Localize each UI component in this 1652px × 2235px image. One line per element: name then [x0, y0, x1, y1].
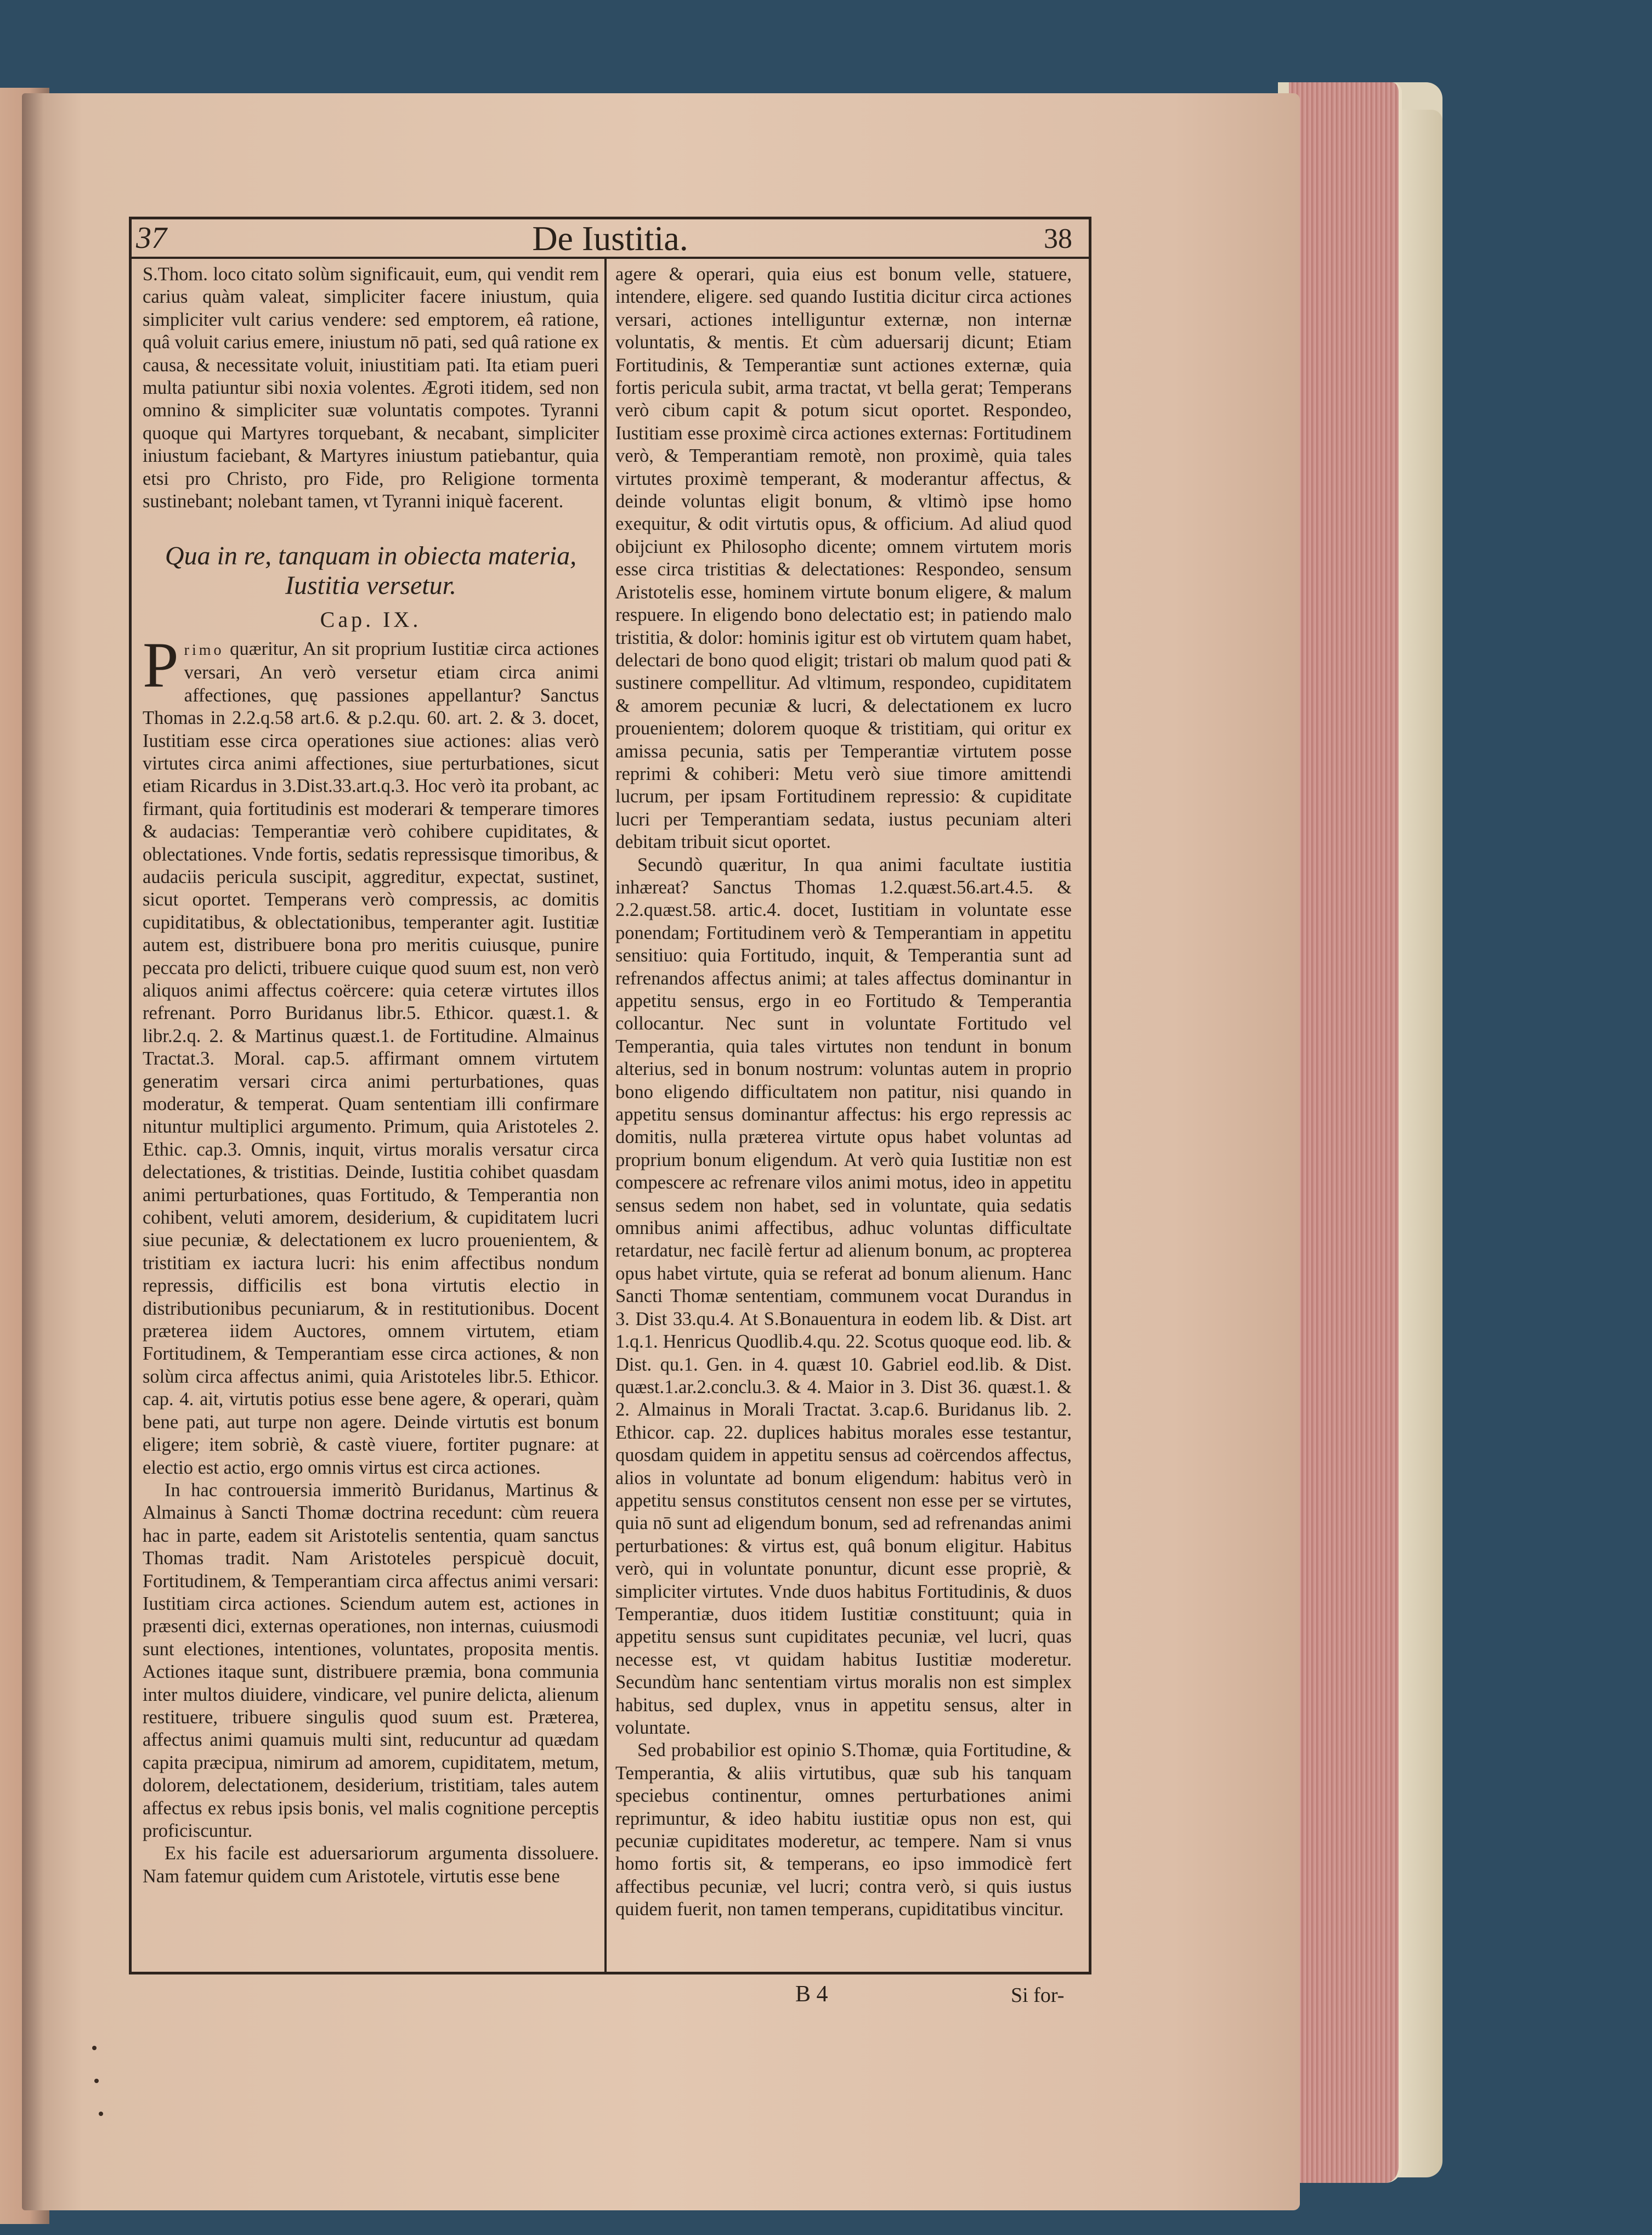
lead-word: rimo	[184, 641, 224, 659]
page-header	[132, 219, 1089, 258]
chapter-heading-line-1: Qua in re, tanquam in obiecta materia,	[165, 541, 577, 571]
signature-mark: B 4	[795, 1982, 828, 2007]
left-paragraph-2-text: quæritur, An sit proprium Iustitiæ circa actiones versari, An verò versetur etiam circa animi affectiones, quę passiones appellantur? Sanctus Thomas in 2.2.q.58 art.6. & p.2.qu. 60. art. 2. & 3. docet, Iustitiam esse circa operationes siue actiones: alias verò virtutes circa animi affectiones, siue perturbationes, sicut etiam Ricardus in 3.Dist.33.art.q.3. Hoc verò ita probant, ac firmant, quia fortitudinis est moderari & temperare timores & audacias: Temperantiæ verò cohibere cupiditates, & oblectationes. Vnde fortis, sedatis repressisque timoribus, & audaciis pericula suscipit, aggreditur, expectat, sustinet, sicut oportet. Temperans verò compressis, ac domitis cupiditatibus, & oblectationibus, temperanter agit. Iustitiæ autem est, distribuere bona pro meritis cuiusque, punire peccata pro delicti, tribuere cuique quod suum est, non verò aliquos animi affectus coërcere: quia ceteræ virtutes illos refrenant. Porro Buridanus libr.5. Ethicor. quæst.1. & libr.2.q. 2. & Martinus quæst.1. de Fortitudine. Almainus Tractat.3. Moral. cap.5. affirmant omnem virtutem generatim versari circa animi perturbationes, quas moderatur, & temperat. Quam sententiam illi confirmare nituntur multiplici argumento. Primum, quia Aristoteles 2. Ethic. cap.3. Omnis, inquit, virtus moralis versatur circa delectationes, & tristitias. Deinde, Iustitia cohibet quasdam animi perturbationes, quas Fortitudo, & Temperantia non cohibent, veluti amorem, desiderium, & cupiditatem lucri siue pecuniæ, & delectationem ex lucro prouenientem, & tristitiam ex iactura lucri: his enim affectibus nondum repressis, difficilis est bona virtutis electio in distributionibus pecuniarum, & in restitutionibus. Docent præterea iidem Auctores, omnem virtutem, etiam Fortitudinem, & Temperantiam esse circa actiones, & non solùm circa affectus animi, quia Aristoteles libr.5. Ethicor. cap. 4. ait, virtutis potius esse bene agere, & operari, quàm bene pati, aut turpe non agere. Deinde virtutis est bonum eligere; item sobriè, & castè viuere, fortiter pugnare: at electio est actio, ergo omnis virtus est circa actiones.	[143, 638, 599, 1478]
left-paragraph-1: S.Thom. loco citato solùm significauit, eum, qui vendit rem carius quàm valeat, simpliciter facere iniustum, quia simpliciter vult carius vendere: sed emptorem, eâ ratione, quâ voluit carius emere, iniustum nō pati, sed quâ ratione ex causa, & necessitate voluit, iniustitiam pati. Ita etiam pueri multa patiuntur sibi noxia volentes. Ægroti itidem, sed non omnino & simpliciter suæ voluntatis compotes. Tyranni quoque qui Martyres torquebant, & necabant, simpliciter iniustum faciebant, & Martyres iniustum patiebantur, quia etsi pro Christo, pro Fide, pro Religione tormenta sustinebant; nolebant tamen, vt Tyranni iniquè facerent.	[143, 264, 599, 512]
left-paragraph-4: Ex his facile est aduersariorum argumenta dissoluere. Nam fatemur quidem cum Aristotele, virtutis esse bene	[143, 1843, 599, 1887]
drop-capital: P	[143, 629, 179, 701]
left-column	[143, 263, 599, 1888]
header-rule	[132, 257, 1089, 259]
page-number-left: 37	[136, 221, 167, 255]
left-paragraph-2	[143, 629, 599, 1479]
red-fore-edge	[1289, 82, 1402, 2183]
chapter-heading	[143, 541, 599, 601]
right-paragraph-1: agere & operari, quia eius est bonum velle, statuere, intendere, eligere. sed quando Iustitia dicitur circa actiones versari, actiones intelliguntur externæ, non internæ voluntatis, & mentis. Et cùm aduersarij dicunt; Etiam Fortitudinis, & Temperantiæ sunt actiones externæ, quia fortis pericula subit, arma tractat, vt bella gerat; Temperans verò cibum capit & potum sicut oportet. Respondeo, Iustitiam esse proximè circa actiones externas: Fortitudinem verò, & Temperantiam remotè, non proximè, quia tales virtutes proximè temperant, & moderantur affectus, & deinde voluntas eligit bonum, & vltimò ipse homo exequitur, & odit virtutis opus, & officium. Ad aliud quod obijciunt ex Philosopho dicente; omnem virtutem moris esse circa tristitias & delectationes: Respondeo, sensum Aristotelis esse, hominem virtute bonum eligere, & malum respuere. In eligendo bono delectatio est; in patiendo malo tristitia, & dolor: hominis igitur est ob virtutem quam habet, delectari de bono quod eligit; tristari ob malum quod pati & sustinere compellitur. Ad vltimum, respondeo, cupiditatem & amorem pecuniæ & lucri, & delectationem ex lucro prouenientem; dolorem quoque & tristitiam, qui oritur ex amissa pecunia, satis per Temperantiæ virtutem posse reprimi & cohiberi: Metu verò siue timore amittendi lucrum, per ipsam Fortitudinem repressio: & cupiditate lucri per Temperantiam sedata, iustus pecuniam alteri debitam tribuit sicut oportet.	[615, 264, 1072, 853]
right-paragraph-3: Sed probabilior est opinio S.Thomæ, quia Fortitudine, & Temperantia, & aliis virtutibus, quæ sub his tanquam speciebus continentur, omnes perturbationes animi reprimuntur, & ideo habitu iustitiæ opus non est, qui pecuniæ cupiditates moderetur, ac tempere. Nam si vnus homo fortis sit, & temperans, eo ipso immodicè fert affectibus pecuniæ, vel lucri; contra verò, si quis iustus quidem fuerit, non tamen temperans, cupiditatibus vincitur.	[615, 1740, 1072, 1920]
text-frame	[129, 217, 1091, 1974]
column-divider	[604, 259, 607, 1972]
right-column	[615, 263, 1072, 1921]
right-paragraph-2: Secundò quæritur, In qua animi facultate iustitia inhæreat? Sanctus Thomas 1.2.quæst.56.art.4.5. & 2.2.quæst.58. artic.4. docet, Iustitiam in voluntate esse ponendam; Fortitudinem verò & Temperantiam in appetitu sensitiuo: quia Fortitudo, inquit, & Temperantia sunt ad refrenandos affectus animi; at tales affectus dominantur in appetitu sensus, ergo in eo Fortitudo & Temperantia collocantur. Nec sunt in voluntate Fortitudo vel Temperantia, quia tales virtutes non tendunt in bonum alterius, sed in bonum nostrum: voluntas autem in proprio bono eligendo difficultatem non patitur, nisi quando in appetitu sensus dominantur affectus: his ergo repressis ac domitis, nulla præterea virtute opus habet voluntas ad proprium bonum eligendum. At verò quia Iustitiæ non est compescere ac refrenare vilos animi motus, ideo in appetitu sensus sedem non habet, sed in voluntate, quia sedatis omnibus animi affectibus, adhuc voluntas difficultate retardatur, nec facilè fertur ad alienum bonum, ac propterea opus habet virtute, quia se referat ad bonum alienum. Hanc Sancti Thomæ sententiam, communem vocat Durandus in 3. Dist 33.qu.4. At S.Bonauentura in eodem lib. & Dist. art 1.q.1. Henricus Quodlib.4.qu. 22. Scotus quoque eod. lib. & Dist. qu.1. Gen. in 4. quæst 10. Gabriel eod.lib. & Dist. quæst.1.ar.2.conclu.3. & 4. Maior in 3. Dist 36. quæst.1. & 2. Almainus in Morali Tractat. 3.cap.6. Buridanus lib. 2. Ethicor. cap. 22. duplices habitus morales esse testantur, quosdam quidem in appetitu sensus ad coërcendos affectus, alios in voluntate ad bonum eligendum: habitus verò in appetitu sensus constitutos censent non esse per se virtutes, quia nō sunt ad eligendum bonum, sed ad refrenandas animi perturbationes: & virtus est, quâ bonum eligitur. Habitus verò, qui in voluntate ponuntur, dicunt esse propriè, & simpliciter virtutes. Vnde duos habitus Fortitudinis, & duos Temperantiæ, duos itidem Iustitiæ constituunt; quia in appetitu sensus sunt cupiditates pecuniæ, vel lucri, quas necesse est, vt quidam habitus Iustitiæ moderetur. Secundùm hanc sententiam virtus moralis non est simplex habitus, sed duplex, vnus in appetitu sensus, alter in voluntate.	[615, 854, 1072, 1738]
chapter-heading-line-2: Iustitia versetur.	[285, 571, 456, 601]
running-title: De Iustitia.	[532, 219, 688, 258]
catchword: Si for-	[1011, 1984, 1065, 2007]
chapter-number: Cap. IX.	[320, 607, 422, 632]
page-number-right: 38	[1044, 223, 1072, 254]
left-paragraph-3: In hac controuersia immeritò Buridanus, Martinus & Almainus à Sancti Thomæ doctrina recedunt: cùm reuera hac in parte, eadem sit Aristotelis sententia, quam sanctus Thomas tradit. Nam Aristoteles perspicuè docuit, Fortitudinem, & Temperantiam circa affectus animi versari: Iustitiam circa actiones. Sciendum autem est, actiones in præsenti dici, externas operationes, non internas, cuiusmodi sunt electiones, intentiones, voluntates, proposita mentis. Actiones itaque sunt, distribuere præmia, bona communia inter multos diuidere, vindicare, vel punire delicta, alienum restituere, tribuere singulis quod suum est. Præterea, affectus animi quamuis multi sint, reducuntur ad quædam capita præcipua, nimirum ad amorem, cupiditatem, metum, dolorem, delectationem, desiderium, tristitiam, tales autem affectus ex rebus ipsis bonis, vel malis cognitione perceptis proficiscuntur.	[143, 1479, 599, 1841]
